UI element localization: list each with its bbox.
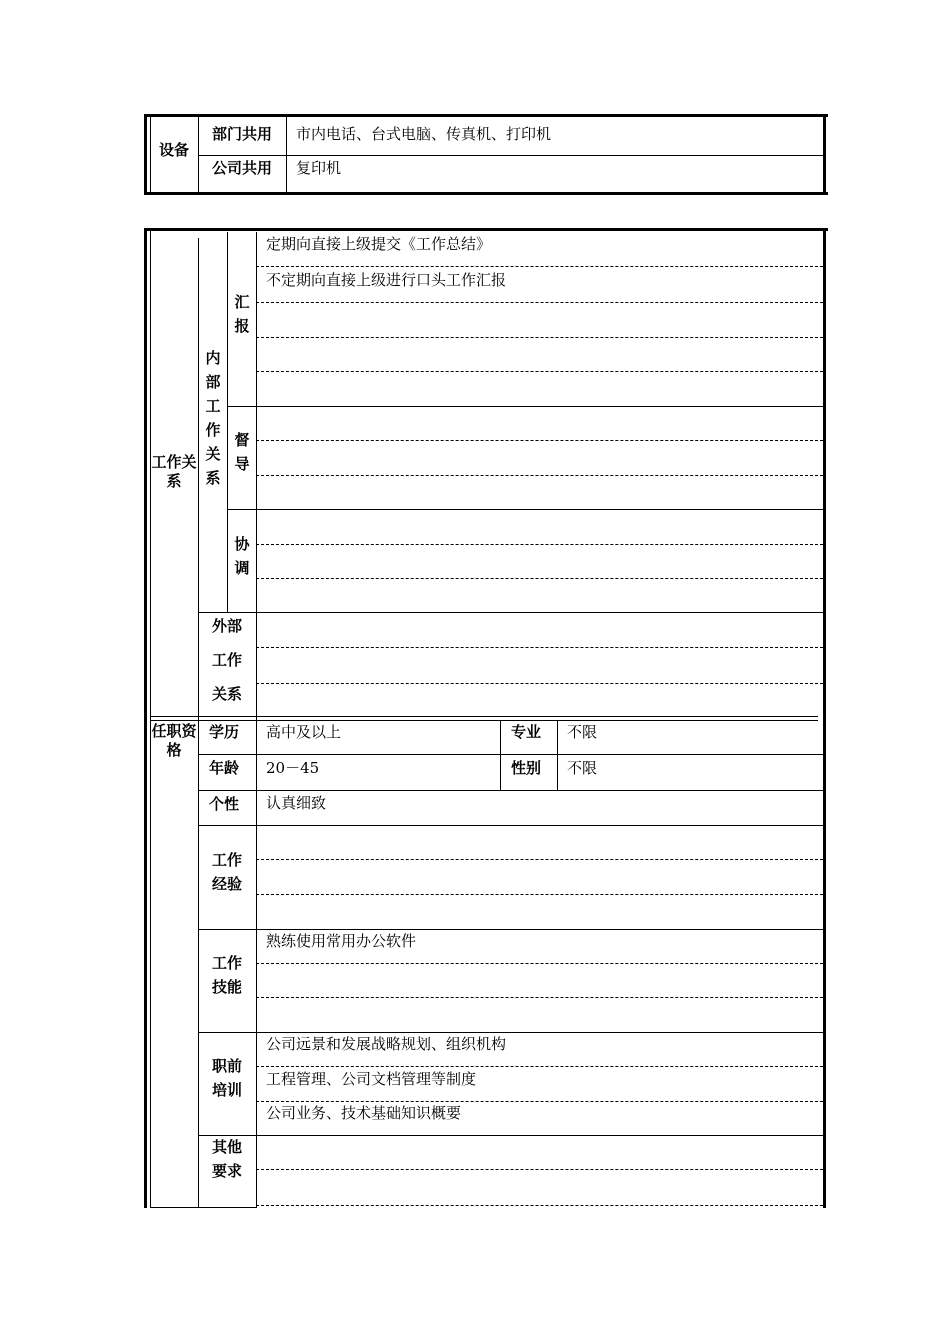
dashed-line [256,1169,823,1170]
skills-line-1: 熟练使用常用办公软件 [266,932,417,950]
education-value: 高中及以上 [266,723,342,741]
dashed-line [256,266,823,267]
personality-label: 个性 [208,795,239,813]
table-border [144,114,828,117]
dashed-line [256,647,823,648]
dashed-line [256,963,823,964]
report-label: 汇报 [234,293,250,335]
row-divider [227,509,823,510]
dashed-line [256,302,823,303]
table-border [144,228,828,231]
skills-label: 工作技能 [211,954,242,996]
dept-shared-label: 部门共用 [211,125,272,143]
dashed-line [256,1101,823,1102]
other-requirements-label: 其他要求 [211,1138,242,1180]
dashed-line [256,544,823,545]
training-label: 职前培训 [211,1057,242,1099]
dashed-line [256,578,823,579]
row-divider [150,716,818,717]
col-divider [557,720,558,790]
table-border [144,192,828,195]
major-label: 专业 [510,723,541,741]
training-line-3: 公司业务、技术基础知识概要 [266,1104,462,1122]
supervise-label: 督导 [234,431,250,473]
dashed-line [256,1205,823,1206]
dashed-line [256,337,823,338]
external-label-line1: 外部 [211,617,242,635]
dashed-line [256,475,823,476]
row-divider [198,155,826,156]
dashed-line [256,371,823,372]
row-divider [198,929,823,930]
row-divider [198,1032,823,1033]
training-line-1: 公司远景和发展战略规划、组织机构 [266,1035,507,1053]
row-divider [198,825,823,826]
equipment-label: 设备 [158,141,189,159]
row-divider [198,754,823,755]
col-divider [286,117,287,195]
report-line-2: 不定期向直接上级进行口头工作汇报 [266,271,507,289]
row-divider [227,406,823,407]
dashed-line [256,683,823,684]
row-divider [198,790,823,791]
experience-label: 工作经验 [211,851,242,893]
company-shared-value: 复印机 [296,159,342,177]
education-label: 学历 [208,723,239,741]
gender-value: 不限 [567,759,598,777]
report-line-1: 定期向直接上级提交《工作总结》 [266,235,492,253]
row-divider [198,612,823,613]
col-divider [198,117,199,195]
row-divider [150,720,818,721]
internal-relations-label: 内部工作关系 [205,349,221,487]
dashed-line [256,440,823,441]
external-label-line3: 关系 [211,685,242,703]
gender-label: 性别 [510,759,541,777]
dashed-line [256,1066,823,1067]
age-value: 20－45 [266,759,320,777]
table-border [823,114,826,195]
table-border [823,228,826,1208]
major-value: 不限 [567,723,598,741]
dept-shared-value: 市内电话、台式电脑、传真机、打印机 [296,125,552,143]
table-border [144,114,147,195]
training-line-2: 工程管理、公司文档管理等制度 [266,1070,477,1088]
work-relations-label: 工作关系 [151,453,197,490]
table-border [150,1207,256,1208]
row-divider [198,1135,823,1136]
company-shared-label: 公司共用 [211,159,272,177]
age-label: 年龄 [208,759,239,777]
dashed-line [256,997,823,998]
col-divider [227,232,228,612]
dashed-line [256,859,823,860]
table-border [144,228,147,1208]
dashed-line [256,894,823,895]
qualifications-label: 任职资格 [151,722,197,759]
personality-value: 认真细致 [266,794,327,812]
coordinate-label: 协调 [234,535,250,577]
external-label-line2: 工作 [211,651,242,669]
